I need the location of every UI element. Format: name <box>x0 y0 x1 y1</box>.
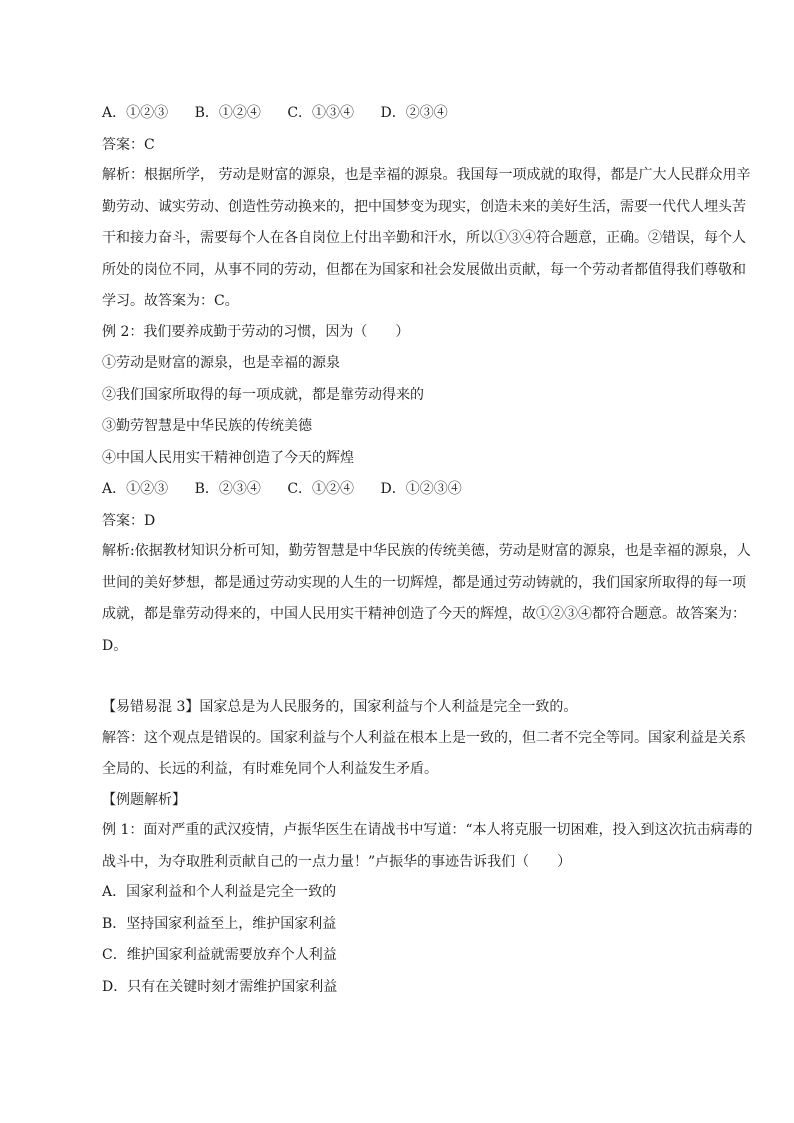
section-spacer <box>102 667 717 698</box>
analysis-line: D。 <box>102 637 128 654</box>
option-b: B．①②④ <box>194 105 261 121</box>
document-page <box>102 104 753 1009</box>
answer-paragraph <box>102 723 746 786</box>
options-row <box>102 480 717 498</box>
option-a: A．国家利益和个人利益是完全一致的 <box>102 884 337 900</box>
analysis-line: 解析:依据教材知识分析可知，勤劳智慧是中华民族的传统美德，劳动是财富的源泉，也是幸福的源泉，人 <box>102 543 751 559</box>
statement-item: ③勤劳智慧是中华民族的传统美德 <box>102 418 312 434</box>
option-d: D．①②③④ <box>380 481 462 497</box>
option-a: A．①②③ <box>102 481 169 497</box>
option-b: B．②③④ <box>194 481 261 497</box>
analysis-line: 学习。故答案为：C。 <box>102 293 239 309</box>
analysis-line: 所处的岗位不同，从事不同的劳动，但都在为国家和社会发展做出贡献，每一个劳动者都值得我们尊敬和 <box>102 261 746 278</box>
analysis-line: 解析：根据所学， 劳动是财富的源泉，也是幸福的源泉。我国每一项成就的取得，都是广大人民群众用辛 <box>102 167 751 183</box>
answer-line: 解答：这个观点是错误的。国家利益与个人利益在根本上是一致的，但二者不完全等同。国家利益是关系 <box>102 729 746 746</box>
mistake-statement: 【易错易混 3】国家总是为人民服务的，国家利益与个人利益是完全一致的。 <box>102 699 578 715</box>
option-b: B．坚持国家利益至上，维护国家利益 <box>102 915 337 932</box>
option-d: D．②③④ <box>380 105 448 121</box>
example2-question: 例 2：我们要养成勤于劳动的习惯，因为（ ） <box>102 323 410 340</box>
option-c: C．①②④ <box>287 481 355 497</box>
statement-item: ②我们国家所取得的每一项成就，都是靠劳动得来的 <box>102 386 424 403</box>
analysis-line: 勤劳动、诚实劳动、创造性劳动换来的，把中国梦变为现实，创造未来的美好生活，需要一代代人埋头苦 <box>102 198 746 215</box>
statement-item: ④中国人民用实干精神创造了今天的辉煌 <box>102 449 354 466</box>
analysis-line: 世间的美好梦想，都是通过劳动实现的人生的一切辉煌，都是通过劳动铸就的，我们国家所取得的每一项 <box>102 574 746 591</box>
analysis-paragraph <box>102 160 751 318</box>
question-line: 例 1：面对严重的武汉疫情，卢振华医生在请战书中写道：“本人将克服一切困难，投入到这次抗击病毒的 <box>102 822 753 838</box>
option-c: C．①③④ <box>287 105 355 121</box>
question-line: 战斗中，为夺取胜利贡献自己的一点力量！”卢振华的事迹告诉我们（ ） <box>102 853 572 870</box>
answer-line: 全局的、长远的利益，有时难免同个人利益发生矛盾。 <box>102 761 438 777</box>
option-c: C．维护国家利益就需要放弃个人利益 <box>102 947 337 963</box>
answer: 答案：C <box>102 136 155 153</box>
statement-item: ①劳动是财富的源泉，也是幸福的源泉 <box>102 355 340 371</box>
option-a: A．①②③ <box>102 105 169 121</box>
analysis-line: 干和接力奋斗，需要每个人在各自岗位上付出辛勤和汗水，所以①③④符合题意，正确。②错误，每个人 <box>102 230 746 246</box>
analysis-paragraph <box>102 536 751 662</box>
section-title: 【例题解析】 <box>102 791 186 808</box>
answer: 答案：D <box>102 512 156 529</box>
analysis-line: 成就，都是靠劳动得来的，中国人民用实干精神创造了今天的辉煌，故①②③④都符合题意。故答案为： <box>102 606 746 622</box>
option-d: D．只有在关键时刻才需维护国家利益 <box>102 978 338 995</box>
example1-question <box>102 815 753 878</box>
options-row <box>102 104 717 122</box>
